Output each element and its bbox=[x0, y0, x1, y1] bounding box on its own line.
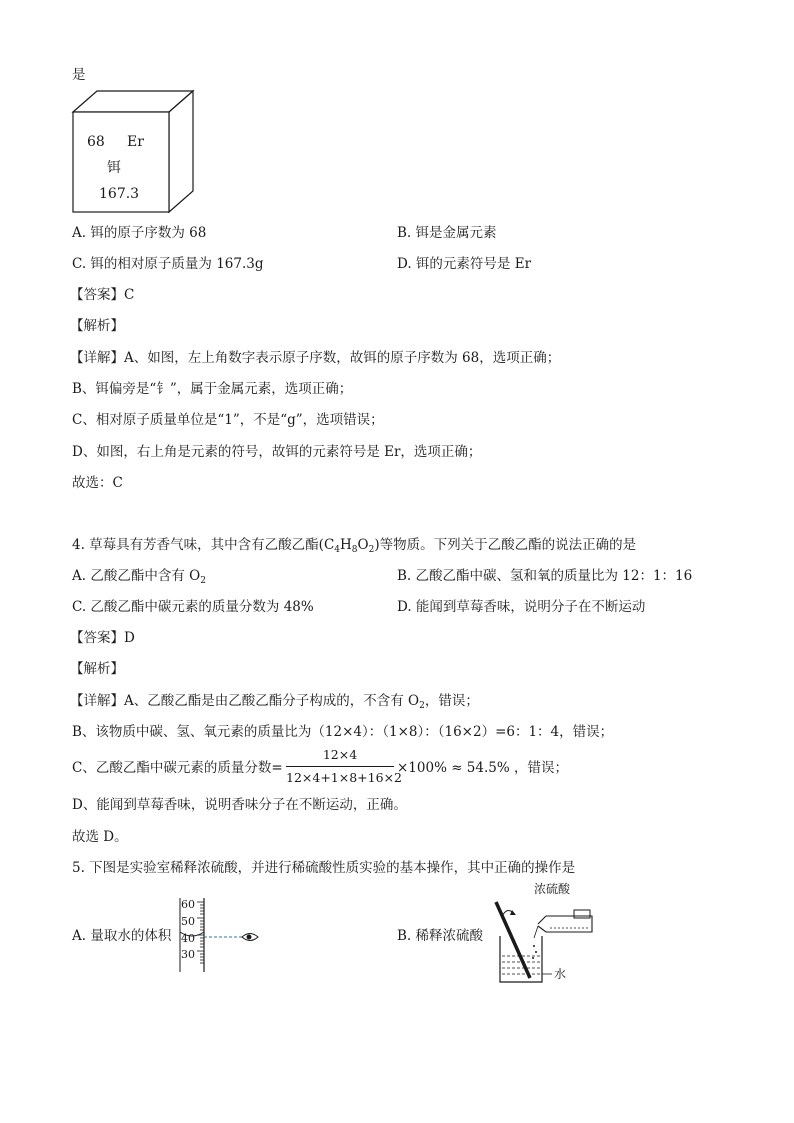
answer-tag: 【答案】 bbox=[70, 287, 124, 303]
formula-h: H bbox=[340, 537, 352, 553]
formula-o: O bbox=[357, 537, 369, 553]
formula-sub: 4 bbox=[334, 545, 341, 555]
atomic-mass: 167.3 bbox=[99, 186, 140, 202]
formula-sub: 8 bbox=[351, 545, 358, 555]
answer-line bbox=[70, 286, 134, 304]
answer-line bbox=[70, 629, 135, 647]
option-b: B. 铒是金属元素 bbox=[397, 225, 497, 241]
option-c: C. 铒的相对原子质量为 167.3g bbox=[72, 256, 264, 272]
detail-line-3: C、相对原子质量单位是“1”，不是“g”，选项错误； bbox=[72, 412, 384, 428]
tick-label-50: 50 bbox=[181, 915, 195, 928]
detail-sub: 2 bbox=[419, 701, 425, 711]
option-a: A. 铒的原子序数为 68 bbox=[72, 225, 207, 241]
analysis-tag: 【解析】 bbox=[70, 661, 124, 677]
detail-line-4: D、如图，右上角是元素的符号，故铒的元素符号是 Er，选项正确； bbox=[72, 444, 482, 460]
fraction-denominator: 12×4+1×8+16×2 bbox=[286, 770, 402, 785]
atomic-number: 68 bbox=[87, 134, 105, 150]
detail-line-2: B、铒偏旁是“钅”，属于金属元素，选项正确； bbox=[72, 381, 353, 397]
element-name: 铒 bbox=[107, 160, 121, 176]
fraction-numerator: 12×4 bbox=[322, 747, 358, 762]
dilution-figure bbox=[490, 896, 600, 988]
detail-line-2: B、该物质中碳、氢、氧元素的质量比为（12×4）：（1×8）：（16×2）=6：1：4，错误； bbox=[72, 724, 614, 740]
q4-stem-a: 4. 草莓具有芳香气味，其中含有乙酸乙酯(C bbox=[72, 537, 335, 553]
analysis-tag: 【解析】 bbox=[70, 318, 124, 334]
element-symbol: Er bbox=[127, 134, 144, 150]
fraction-bar bbox=[286, 766, 394, 767]
option-a-text: A. 乙酸乙酯中含有 O bbox=[72, 568, 201, 584]
answer-value: D bbox=[124, 630, 135, 646]
detail-line-4: D、能闻到草莓香味，说明香味分子在不断运动，正确。 bbox=[72, 797, 407, 813]
q5-stem: 5. 下图是实验室稀释浓硫酸，并进行稀硫酸性质实验的基本操作，其中正确的操作是 bbox=[72, 860, 576, 876]
option-c: C. 乙酸乙酯中碳元素的质量分数为 48% bbox=[72, 599, 314, 615]
q4-stem-b: )等物质。下列关于乙酸乙酯的说法正确的是 bbox=[374, 537, 637, 553]
mass-fraction-result: ×100% ≈ 54.5% ，错误； bbox=[397, 760, 568, 776]
acid-label: 浓硫酸 bbox=[534, 882, 571, 896]
detail-text: A、如图，左上角数字表示原子序数，故铒的原子序数为 68，选项正确； bbox=[124, 350, 561, 366]
q4-stem bbox=[72, 536, 636, 556]
detail-text: A、乙酸乙酯是由乙酸乙酯分子构成的，不含有 O bbox=[124, 693, 420, 709]
option-d: D. 铒的元素符号是 Er bbox=[397, 256, 532, 272]
detail-line-1 bbox=[70, 692, 479, 712]
option-b: B. 乙酸乙酯中碳、氢和氧的质量比为 12：1：16 bbox=[397, 568, 693, 584]
water-label: 水 bbox=[554, 967, 567, 981]
option-a: A. 量取水的体积 bbox=[72, 928, 172, 944]
detail-tag: 【详解】 bbox=[70, 693, 124, 709]
option-a bbox=[72, 567, 206, 587]
option-a-sub: 2 bbox=[200, 576, 206, 586]
answer-value: C bbox=[124, 287, 135, 303]
choose-line: 故选：C bbox=[72, 475, 123, 491]
tick-label-30: 30 bbox=[181, 948, 195, 961]
choose-line: 故选 D。 bbox=[72, 829, 128, 845]
option-d: D. 能闻到草莓香味，说明分子在不断运动 bbox=[397, 599, 646, 615]
answer-tag: 【答案】 bbox=[70, 630, 124, 646]
detail-tag: 【详解】 bbox=[70, 350, 124, 366]
detail-text-end: ，错误； bbox=[424, 693, 479, 709]
detail-line-1 bbox=[70, 349, 560, 367]
tick-label-40: 40 bbox=[181, 932, 195, 945]
mass-fraction-prefix: C、乙酸乙酯中碳元素的质量分数= bbox=[72, 760, 283, 776]
tick-label-60: 60 bbox=[181, 898, 195, 911]
question-tail: 是 bbox=[72, 67, 86, 83]
formula-sub: 2 bbox=[368, 545, 375, 555]
option-b: B. 稀释浓硫酸 bbox=[397, 928, 484, 944]
